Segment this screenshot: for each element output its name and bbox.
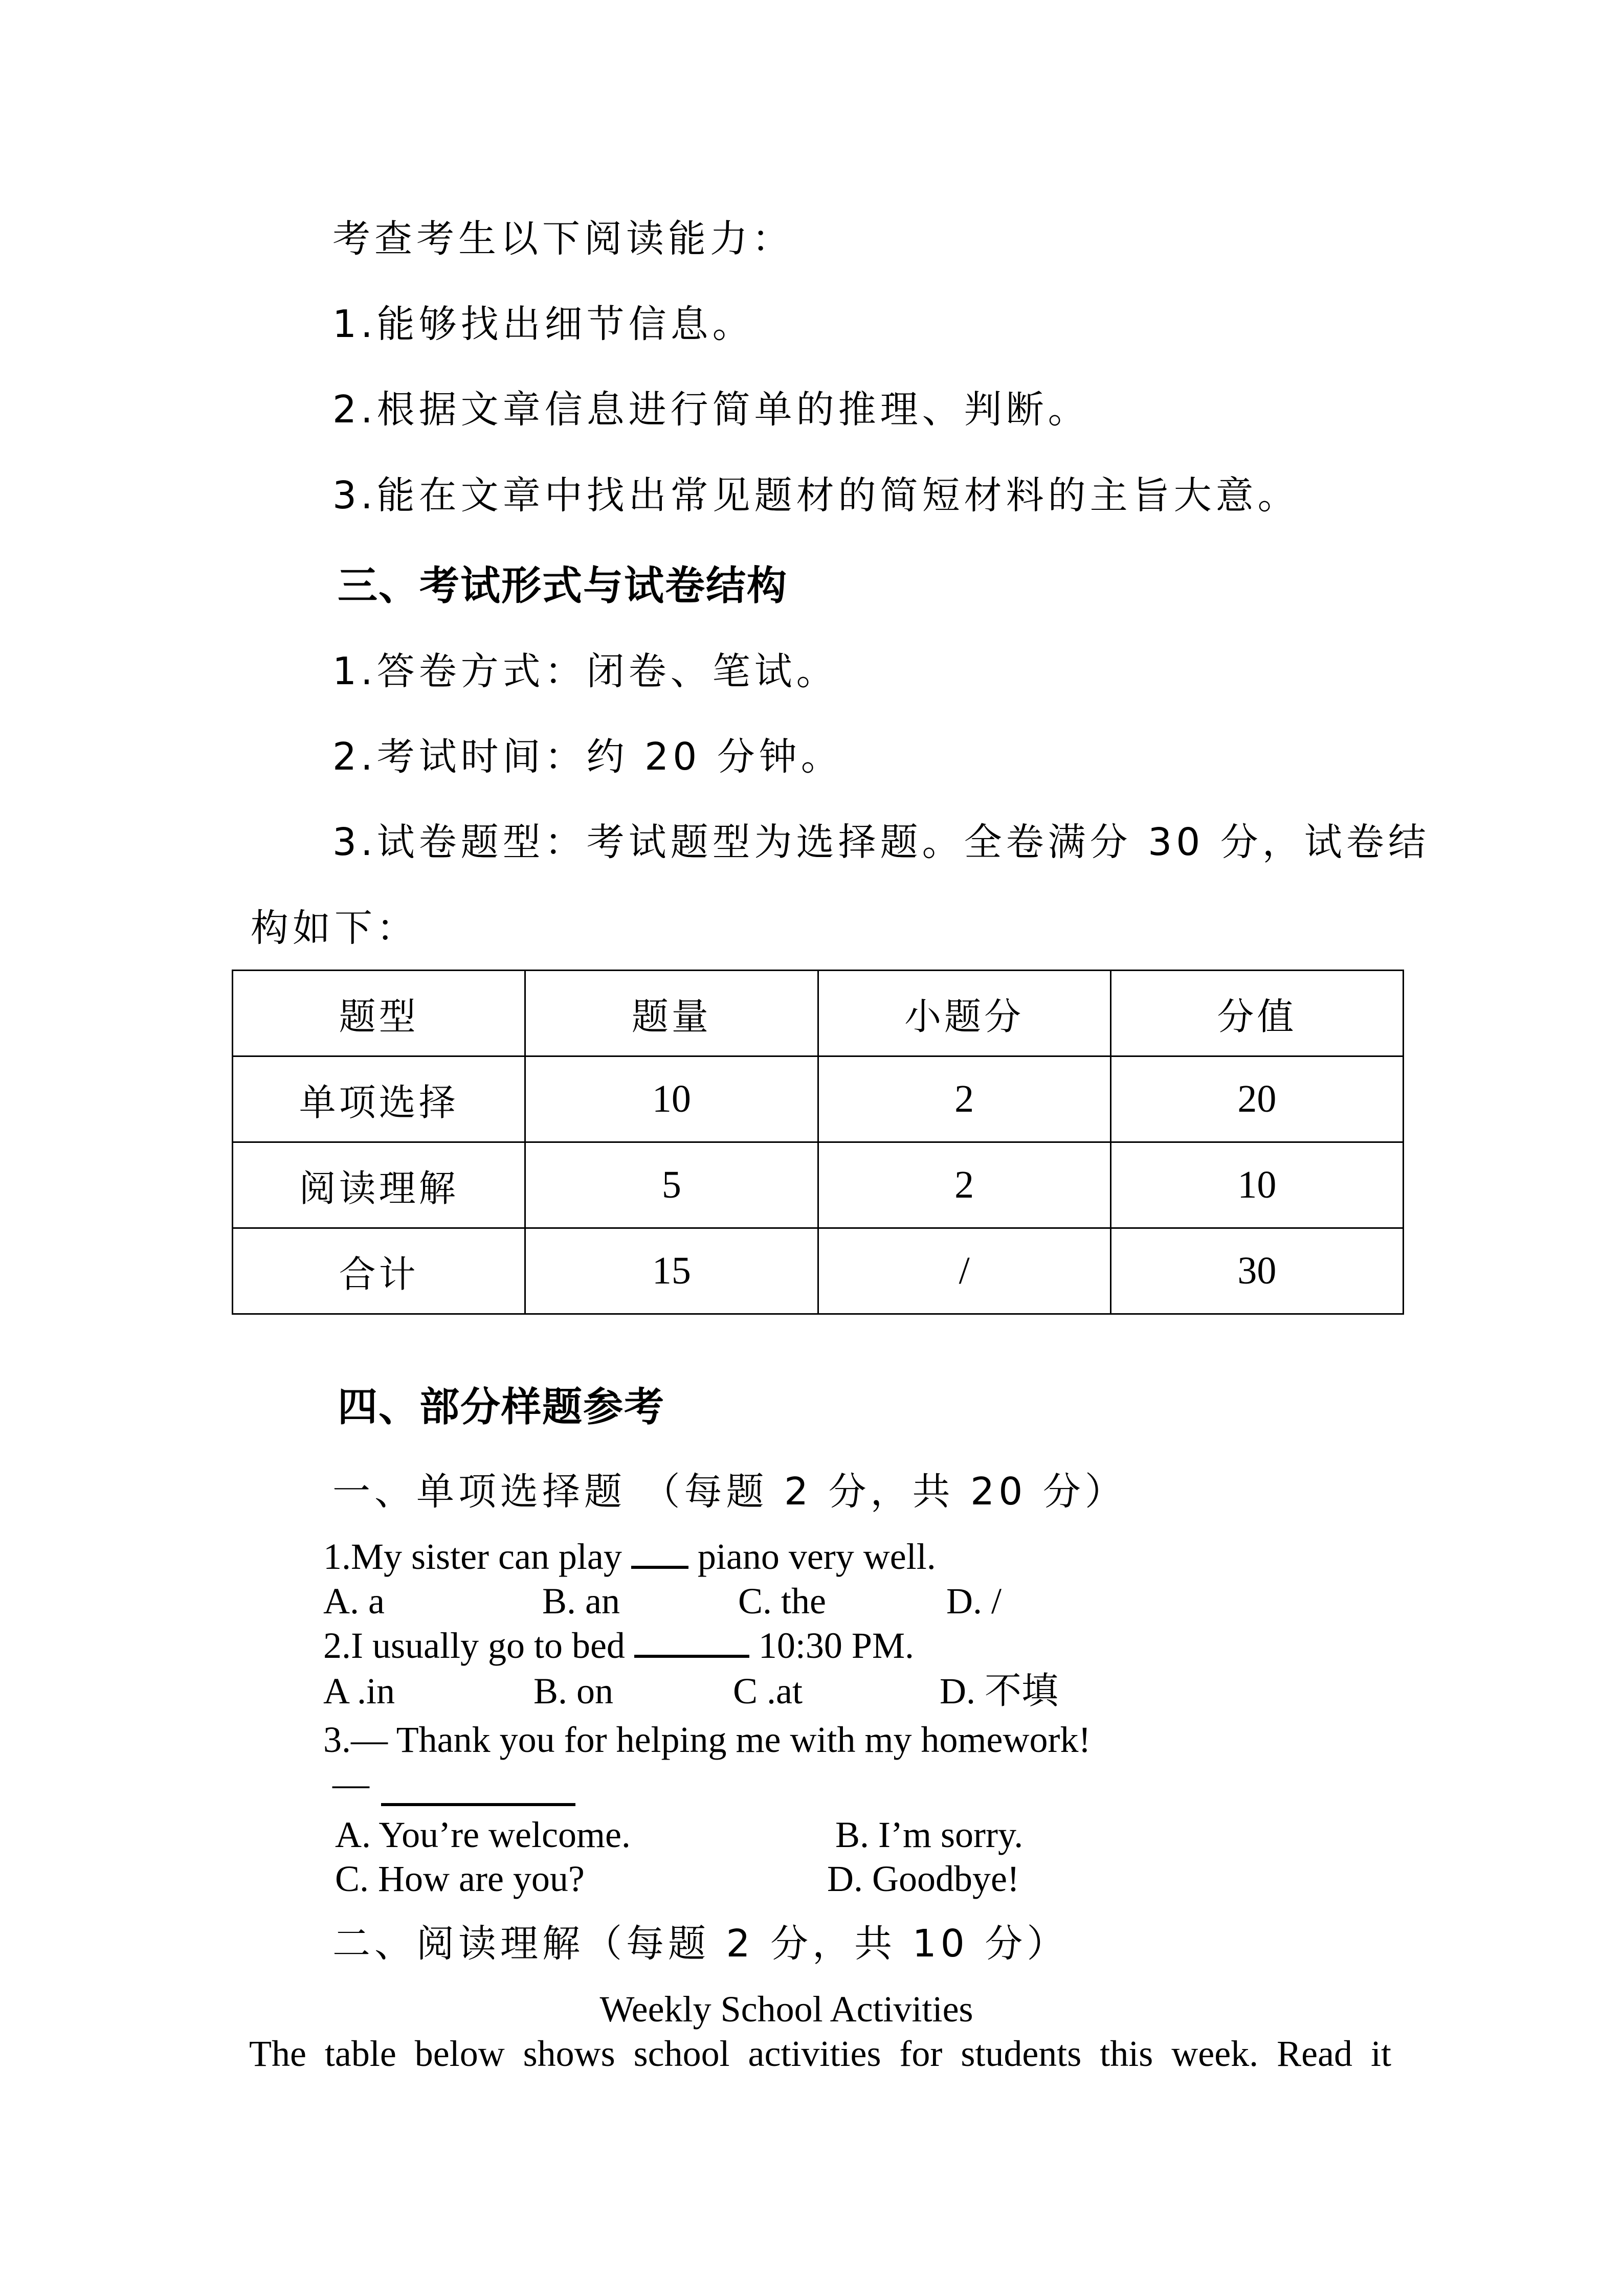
question-2-option-d: D. 不填: [940, 1671, 1058, 1712]
question-3-option-d: D. Goodbye!: [827, 1858, 1019, 1899]
question-1-option-b: B. an: [542, 1581, 620, 1622]
part1-title: 一、单项选择题 （每题 2 分，共 20 分）: [332, 1470, 1127, 1514]
table-cell: 合计: [233, 1228, 525, 1314]
question-3-option-c: C. How are you?: [335, 1858, 585, 1899]
question-1-option-c: C. the: [738, 1581, 826, 1622]
question-3-option-a: A. You’re welcome.: [335, 1814, 631, 1855]
question-2-stem-before: 2.I usually go to bed: [323, 1625, 634, 1666]
table-cell: 20: [1110, 1056, 1403, 1142]
passage-title: Weekly School Activities: [599, 1989, 973, 2030]
intro-item-3: 3.能在文章中找出常见题材的简短材料的主旨大意。: [332, 474, 1300, 517]
table-header-cell: 分值: [1110, 971, 1403, 1056]
table-cell: 30: [1110, 1228, 1403, 1314]
answer-blank: [381, 1803, 575, 1806]
question-3-option-b: B. I’m sorry.: [835, 1814, 1024, 1855]
question-1-stem-before: 1.My sister can play: [323, 1536, 631, 1577]
question-1-stem: [323, 1538, 936, 1575]
table-cell: /: [818, 1228, 1110, 1314]
answer-blank: [634, 1655, 749, 1658]
question-2-option-a: A .in: [323, 1671, 395, 1712]
intro-item-2: 2.根据文章信息进行简单的推理、判断。: [332, 388, 1090, 432]
intro-item-1: 1.能够找出细节信息。: [332, 302, 754, 346]
table-cell: 10: [525, 1056, 818, 1142]
table-cell: 2: [818, 1056, 1110, 1142]
answer-blank: [631, 1566, 688, 1569]
section4-heading: 四、部分样题参考: [338, 1384, 665, 1430]
section3-item-2: 2.考试时间：约 20 分钟。: [332, 735, 843, 779]
section3-item-3-line2: 构如下：: [251, 906, 418, 950]
exam-structure-table: [232, 970, 1404, 1315]
question-3-stem: 3.— Thank you for helping me with my homework!: [323, 1719, 1091, 1760]
question-2-option-b: B. on: [533, 1671, 614, 1712]
question-1-option-d: D. /: [946, 1581, 1002, 1622]
question-2-stem: [323, 1627, 914, 1664]
table-cell: 阅读理解: [233, 1142, 525, 1228]
table-header-row: [233, 971, 1404, 1056]
table-cell: 10: [1110, 1142, 1403, 1228]
table-row: [233, 1228, 1404, 1314]
question-3-reply-dash: —: [332, 1763, 369, 1804]
question-1-stem-after: piano very well.: [688, 1536, 936, 1577]
question-2-option-c: C .at: [733, 1671, 803, 1712]
question-1-option-a: A. a: [323, 1581, 385, 1622]
table-header-cell: 小题分: [818, 971, 1110, 1056]
table-row: [233, 1056, 1404, 1142]
table-cell: 5: [525, 1142, 818, 1228]
table-cell: 2: [818, 1142, 1110, 1228]
table-row: [233, 1142, 1404, 1228]
passage-text: The table below shows school activities for students this week. Read it: [249, 2033, 1391, 2074]
table-cell: 15: [525, 1228, 818, 1314]
part2-title: 二、阅读理解（每题 2 分，共 10 分）: [332, 1922, 1069, 1966]
intro-lead: 考查考生以下阅读能力：: [332, 217, 794, 261]
table-header-cell: 题量: [525, 971, 818, 1056]
question-2-stem-after: 10:30 PM.: [749, 1625, 914, 1666]
section3-item-3-line1: 3.试卷题型：考试题型为选择题。全卷满分 30 分，试卷结: [332, 820, 1430, 864]
section3-heading: 三、考试形式与试卷结构: [338, 563, 788, 609]
table-header-cell: 题型: [233, 971, 525, 1056]
table-cell: 单项选择: [233, 1056, 525, 1142]
section3-item-1: 1.答卷方式：闭卷、笔试。: [332, 649, 838, 693]
